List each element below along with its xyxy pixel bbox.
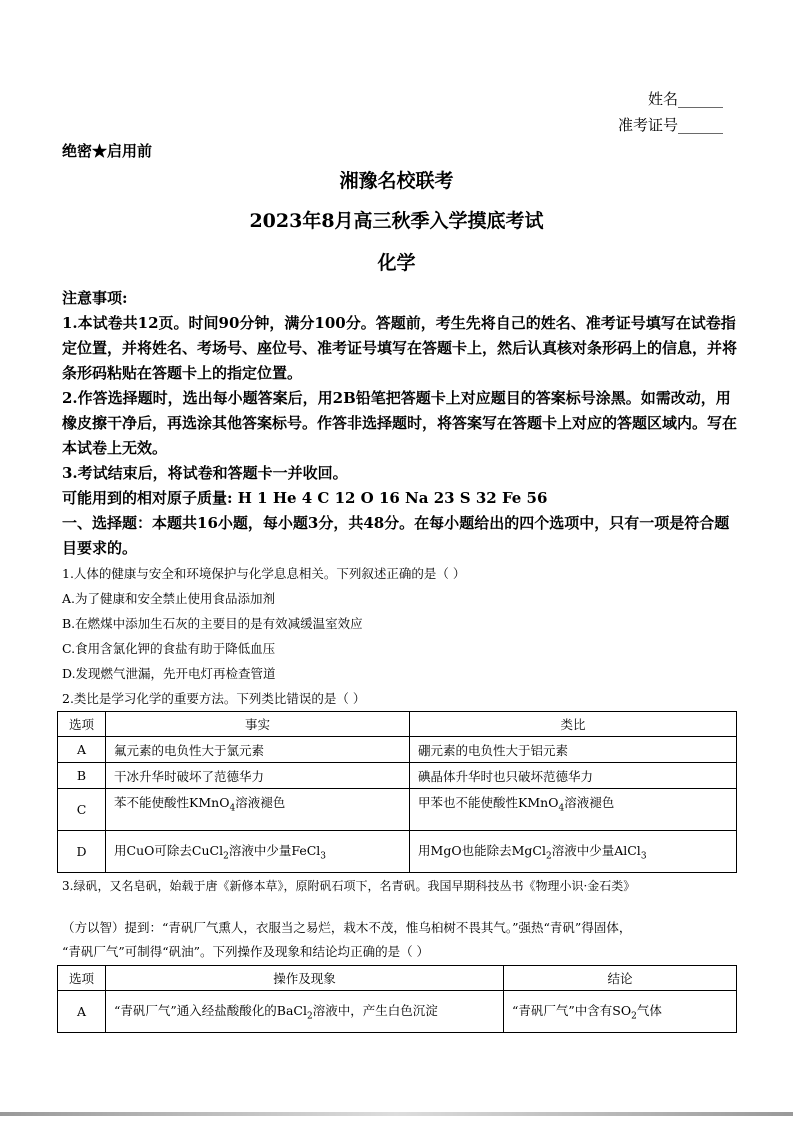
question-2-stem: 2.类比是学习化学的重要方法。下列类比错误的是（ ） [62,691,366,706]
row-analogy: 硼元素的电负性大于铝元素 [410,737,737,763]
confidential-mark: 绝密★启用前 [62,142,153,160]
question-1-option-a: A.为了健康和安全禁止使用食品添加剂 [62,591,276,606]
row-fact: 氟元素的电负性大于氯元素 [106,737,410,763]
table-header-row [58,712,737,737]
notice-heading: 注意事项: [62,289,128,307]
row-fact: 用CuO可除去CuCl$_2$溶液中少量FeCl$_3$ [106,831,410,873]
table-row [58,737,737,763]
notice-block [62,286,742,561]
atomic-masses: 可能用到的相对原子质量: H 1 He 4 C 12 O 16 Na 23 S 32 Fe 56 [62,489,548,507]
row-analogy: 甲苯也不能使酸性KMnO$_4$溶液褪色 [410,789,737,831]
table-header-option: 选项 [58,712,106,737]
row-analogy: 用MgO也能除去MgCl$_2$溶液中少量AlCl$_3$ [410,831,737,873]
exam-id-field-label: 准考证号______ [618,116,724,134]
notice-item-1: 1.本试卷共12页。时间90分钟，满分100分。答题前，考生先将自己的姓名、准考证号填写在试卷指定位置，并将姓名、考场号、座位号、准考证号填写在答题卡上，然后认真核对条形码上的信息，并将条形码粘贴在答题卡上的指定位置。 [62,314,738,382]
question-3-line-3: “青矾厂气”可制得“矾油”。下列操作及现象和结论均正确的是（ ） [62,944,430,959]
table-header-row [58,966,737,991]
question-2-table [57,711,737,873]
row-operation: “青矾厂气”通入经盐酸酸化的BaCl$_2$溶液中，产生白色沉淀 [106,991,504,1033]
table-header-fact: 事实 [106,712,410,737]
question-1-option-b: B.在燃煤中添加生石灰的主要目的是有效减缓温室效应 [62,616,363,631]
table-row [58,991,737,1033]
question-1 [62,561,752,711]
question-1-option-d: D.发现燃气泄漏，先开电灯再检查管道 [62,666,276,681]
notice-item-2: 2.作答选择题时，选出每小题答案后，用2B铅笔把答题卡上对应题目的答案标号涂黑。如需改动，用橡皮擦干净后，再选涂其他答案标号。作答非选择题时，将答案写在答题卡上对应的答题区域内。写在本试卷上无效。 [62,389,738,457]
row-conclusion: “青矾厂气”中含有$SO_2$气体 [504,991,737,1033]
name-field-label: 姓名______ [648,90,724,108]
exam-union-title: 湘豫名校联考 [339,170,454,192]
table-row [58,789,737,831]
row-option: D [58,831,106,873]
row-analogy: 碘晶体升华时也只破坏范德华力 [410,763,737,789]
exam-title: 2023年8月高三秋季入学摸底考试 [249,210,544,232]
section-heading: 一、选择题：本题共16小题，每小题3分，共48分。在每小题给出的四个选项中，只有一项是符合题目要求的。 [62,514,730,557]
question-3-line-2: （方以智）提到：“青矾厂气熏人，衣服当之易烂，栽木不茂，惟乌桕树不畏其气。”强热“青矾”得固体， [62,920,632,935]
row-option: A [58,737,106,763]
table-row [58,763,737,789]
table-header-conclusion: 结论 [504,966,737,991]
row-fact: 苯不能使酸性KMnO$_4$溶液褪色 [106,789,410,831]
row-option: B [58,763,106,789]
table-header-analogy: 类比 [410,712,737,737]
question-1-option-c: C.食用含氯化钾的食盐有助于降低血压 [62,641,276,656]
subject-title: 化学 [377,252,416,274]
notice-item-3: 3.考试结束后，将试卷和答题卡一并收回。 [62,464,348,482]
row-option: A [58,991,106,1033]
table-header-operation: 操作及现象 [106,966,504,991]
question-1-stem: 1.人体的健康与安全和环境保护与化学息息相关。下列叙述正确的是（ ） [62,566,466,581]
question-3-table [57,965,737,1033]
question-3-line-1: 3.绿矾，又名皂矾，始载于唐《新修本草》，原附矾石项下，名青矾。我国早期科技丛书《物理小识·金石类》 [62,879,636,893]
row-option: C [58,789,106,831]
row-fact: 干冰升华时破坏了范德华力 [106,763,410,789]
table-header-option: 选项 [58,966,106,991]
table-row [58,831,737,873]
page-bottom-edge [0,1112,793,1116]
